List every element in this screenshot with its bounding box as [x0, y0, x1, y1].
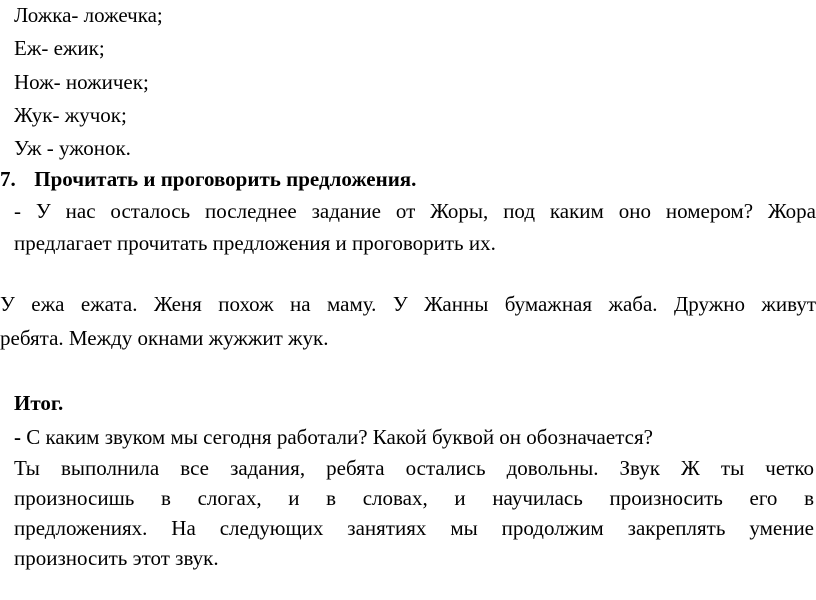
word-list-item: Уж - ужонок.	[14, 136, 131, 160]
summary-question-dash: -	[14, 425, 21, 449]
summary-body	[14, 455, 814, 575]
summary-body-line: предложениях. На следующих занятиях мы продолжим закреплять умение	[14, 516, 814, 540]
summary-title: Итог.	[14, 391, 64, 415]
summary-body-line: произносишь в слогах, и в словах, и научилась произносить его в	[14, 486, 814, 510]
summary-question	[14, 424, 653, 450]
task7-heading	[0, 166, 416, 192]
word-list-item: Ложка- ложечка;	[14, 3, 163, 27]
sentences-line2: ребята. Между окнами жужжит жук.	[0, 326, 329, 350]
sentences-line1: У ежа ежата. Женя похож на маму. У Жанны бумажная жаба. Дружно живут	[0, 292, 816, 316]
word-list-item: Еж- ежик;	[14, 36, 105, 60]
summary-body-line: Ты выполнила все задания, ребята остались довольны. Звук Ж ты четко	[14, 456, 814, 480]
word-list-item: Жук- жучок;	[14, 103, 127, 127]
summary-question-text: С каким звуком мы сегодня работали? Какой буквой он обозначается?	[21, 425, 653, 449]
task7-paragraph-line2: предлагает прочитать предложения и проговорить их.	[14, 231, 496, 255]
task7-number: 7.	[0, 167, 16, 191]
task7-title: Прочитать и проговорить предложения.	[34, 167, 417, 191]
task7-paragraph-line1: - У нас осталось последнее задание от Жоры, под каким оно номером? Жора	[14, 199, 816, 223]
word-list-item: Нож- ножичек;	[14, 70, 149, 94]
summary-body-line: произносить этот звук.	[14, 546, 219, 570]
